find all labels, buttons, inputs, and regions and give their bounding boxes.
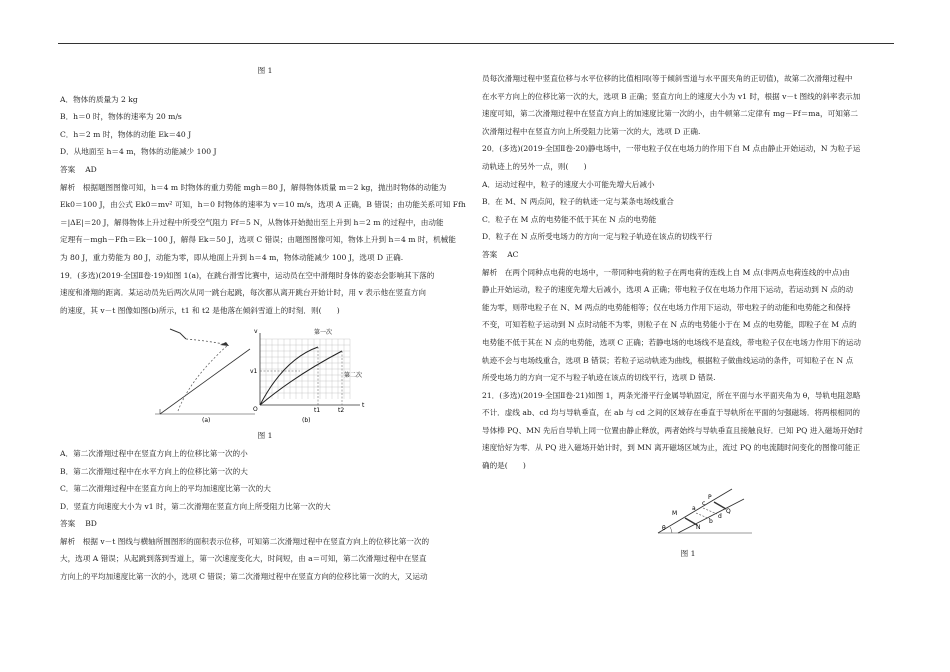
q21-stem-line: 导体棒 PQ、MN 先后自导轨上同一位置由静止释放，两者始终与导轨垂直且接触良好．已知 PQ 进入磁场开始时 xyxy=(482,425,863,435)
q18-option-a: A．物体的质量为 2 kg xyxy=(60,94,138,104)
q20-option-c: C．粒子在 M 点的电势能不低于其在 N 点的电势能 xyxy=(482,214,657,224)
q18-analysis-line: 解析 根据题图图像可知，h＝4 m 时物体的重力势能 mgh＝80 J，解得物体质量 m＝2 kg，抛出时物体的动能为 xyxy=(60,182,447,192)
q18-analysis-line: 定理有－mgh－Ffh＝Ek－100 J，解得 Ek＝50 J，选项 C 错误；由题图图像可知，物体上升到 h＝4 m 时，机械能 xyxy=(60,235,456,245)
q19-analysis-cont-line: 速度可知，第二次滑翔过程中在竖直方向上的加速度比第一次的小，由牛顿第二定律有 mg－Ff＝ma，可知第二 xyxy=(482,109,858,119)
figure-a-slope xyxy=(155,329,255,424)
label-P: P xyxy=(708,493,712,501)
q20-answer xyxy=(482,246,894,264)
series-first-label: 第一次 xyxy=(314,329,333,337)
q20-analysis-line: 能为零，则带电粒子在 N、M 两点的电势能相等；仅在电场力作用下运动，带电粒子的动能和电势能之和保持 xyxy=(482,302,851,312)
series-second-label: 第二次 xyxy=(344,372,363,380)
left-column xyxy=(60,62,470,586)
answer-value: AC xyxy=(507,249,519,259)
label-M: M xyxy=(672,509,678,517)
q20-analysis-line: 解析 在两个同种点电荷的电场中，一带同种电荷的粒子在两电荷的连线上自 M 点(非两点电荷连线的中点)由 xyxy=(482,267,850,277)
figure-caption: 图 1 xyxy=(680,548,696,558)
q19-analysis-line: 解析 根据 v－t 图线与横轴所围图形的面积表示位移，可知第二次滑翔过程中在竖直方向上的位移比第一次的 xyxy=(60,536,430,546)
figure-rails xyxy=(482,475,894,545)
q20-analysis-line: 静止开始运动，粒子的速度先增大后减小，选项 A 正确；带电粒子仅在电场力作用下运动，若运动到 N 点的动 xyxy=(482,285,854,295)
origin-label: O xyxy=(253,406,258,414)
label-b: b xyxy=(709,517,713,525)
figure-caption: 图 1 xyxy=(257,66,273,75)
q20-option-d: D．粒子在 N 点所受电场力的方向一定与粒子轨迹在该点的切线平行 xyxy=(482,232,713,242)
label-d: d xyxy=(718,512,722,520)
axis-v-label: v xyxy=(254,328,258,336)
series-first xyxy=(260,347,318,405)
figure-ski-jump-svg xyxy=(60,319,470,427)
label-a: (a) xyxy=(202,417,211,425)
v1-label: v1 xyxy=(250,368,258,376)
q19-analysis-cont-line: 次滑翔过程中在竖直方向上所受阻力比第一次的大，选项 D 正确. xyxy=(482,126,701,136)
q19-analysis-line: 大，选项 A 错误；从起跳到落到雪道上，第一次速度变化大，时间短，由 a＝可知，第二次滑翔过程中在竖直 xyxy=(60,554,427,564)
q20-analysis-line: 所受电场力的方向一定不与粒子轨迹在该点的切线平行，选项 D 错误. xyxy=(482,373,716,383)
q18-option-c: C．h＝2 m 时，物体的动能 Ek＝40 J xyxy=(60,129,192,139)
theta-label: θ xyxy=(662,524,666,532)
q19-stem-line: 速度和滑翔的距离．某运动员先后两次从同一跳台起跳，每次都从离开跳台开始计时，用 v 表示他在竖直方向 xyxy=(60,288,427,298)
right-column xyxy=(482,70,894,562)
answer-label: 答案 xyxy=(60,519,76,529)
q18-option-b: B．h＝0 时，物体的速率为 20 m/s xyxy=(60,112,182,122)
q20-stem-line: 20．(多选)(2019·全国Ⅱ卷·20)静电场中，一带电粒子仅在电场力的作用下自 M 点由静止开始运动，N 为粒子运 xyxy=(482,144,861,154)
label-c: c xyxy=(702,499,706,507)
q20-option-b: B．在 M、N 两点间，粒子的轨迹一定与某条电场线重合 xyxy=(482,197,674,207)
t2-label: t2 xyxy=(338,407,345,415)
q19-option-b: B．第二次滑翔过程中在水平方向上的位移比第一次的大 xyxy=(60,466,248,476)
q20-analysis-line: 电势能不低于其在 N 点的电势能，选项 C 正确；若静电场的电场线不是直线，带电粒子仅在电场力作用下的运动 xyxy=(482,337,862,347)
q19-option-c: C．第二次滑翔过程中在竖直方向上的平均加速度比第一次的大 xyxy=(60,484,271,494)
q21-stem-line: 21．(多选)(2019·全国Ⅱ卷·21)如图 1，两条光滑平行金属导轨固定，所在平面与水平面夹角为 θ，导轨电阻忽略 xyxy=(482,390,861,400)
q20-option-a: A．运动过程中，粒子的速度大小可能先增大后减小 xyxy=(482,179,655,189)
q18-answer xyxy=(60,161,470,179)
q19-analysis-line: 方向上的平均加速度比第一次的小，选项 C 错误；第二次滑翔过程中在竖直方向的位移比第一次的大，又运动 xyxy=(60,572,428,582)
answer-value: BD xyxy=(85,519,97,529)
q21-stem-line: 速度恰好为零．从 PQ 进入磁场开始计时，到 MN 离开磁场区域为止，流过 PQ 的电流随时间变化的图像可能正 xyxy=(482,443,861,453)
q20-analysis-line: 轨迹不会与电场线重合，选项 B 错误；若粒子运动轨迹为曲线，根据粒子做曲线运动的条件，可知粒子在 N 点 xyxy=(482,355,854,365)
label-Q: Q xyxy=(726,507,731,515)
figure-ski-jump xyxy=(60,319,470,427)
q18-analysis-line: 为 80 J，重力势能为 80 J，动能为零，即从地面上升到 h＝4 m，物体动能减少 100 J，选项 D 正确. xyxy=(60,252,404,262)
q20-stem-line: 动轨迹上的另外一点，则( ) xyxy=(482,161,587,171)
q19-analysis-cont-line: 在水平方向上的位移比第一次的大，选项 B 正确；竖直方向上的速度大小为 v1 时，根据 v－t 图线的斜率表示加 xyxy=(482,91,861,101)
q21-stem-line: 不计．虚线 ab、cd 均与导轨垂直，在 ab 与 cd 之间的区域存在垂直于导轨所在平面的匀强磁场．将两根相同的 xyxy=(482,408,861,418)
header-rule xyxy=(58,43,894,44)
t1-label: t1 xyxy=(314,407,321,415)
q18-analysis-line: ＝|ΔE|＝20 J，解得物体上升过程中所受空气阻力 Ff＝5 N，从物体开始抛出至上升到 h＝2 m 的过程中，由动能 xyxy=(60,217,444,227)
axis-t-label: t xyxy=(362,402,365,410)
label-N: N xyxy=(696,523,701,531)
label-b: (b) xyxy=(302,417,311,425)
q19-stem-line: 的速度，其 v－t 图像如图(b)所示，t1 和 t2 是他落在倾斜雪道上的时刻．则( ) xyxy=(60,305,340,315)
figure-rails-svg xyxy=(482,475,894,545)
series-second xyxy=(260,351,342,405)
figure-b-vt-graph xyxy=(250,328,365,424)
q19-analysis-cont-line: 员每次滑翔过程中竖直位移与水平位移的比值相同(等于倾斜雪道与水平面夹角的正切值)，故第二次滑翔过程中 xyxy=(482,74,853,83)
q19-option-a: A．第二次滑翔过程中在竖直方向上的位移比第一次的小 xyxy=(60,448,248,458)
q21-stem-line: 确的是( ) xyxy=(482,461,526,471)
answer-value: AD xyxy=(85,164,97,174)
answer-label: 答案 xyxy=(482,249,498,259)
q18-analysis-line: Ek0＝100 J，由公式 Ek0＝mv² 可知，h＝0 时物体的速率为 v＝10 m/s，选项 A 正确，B 错误；由功能关系可知 Ffh xyxy=(60,200,466,210)
q19-option-d: D．竖直方向速度大小为 v1 时，第二次滑翔在竖直方向上所受阻力比第一次的大 xyxy=(60,501,331,511)
q19-stem-line: 19．(多选)(2019·全国Ⅱ卷·19)如图 1(a)，在跳台滑雪比赛中，运动员在空中滑翔时身体的姿态会影响其下落的 xyxy=(60,270,435,280)
skier-icon xyxy=(220,342,229,346)
q18-option-d: D．从地面至 h＝4 m，物体的动能减少 100 J xyxy=(60,147,217,157)
figure-caption: 图 1 xyxy=(257,431,273,441)
answer-label: 答案 xyxy=(60,164,76,174)
q20-analysis-line: 不变，可知若粒子运动到 N 点时动能不为零，则粒子在 N 点的电势能小于在 M 点的电势能，即粒子在 M 点的 xyxy=(482,320,857,330)
label-a: a xyxy=(692,504,696,512)
q19-answer xyxy=(60,515,470,533)
